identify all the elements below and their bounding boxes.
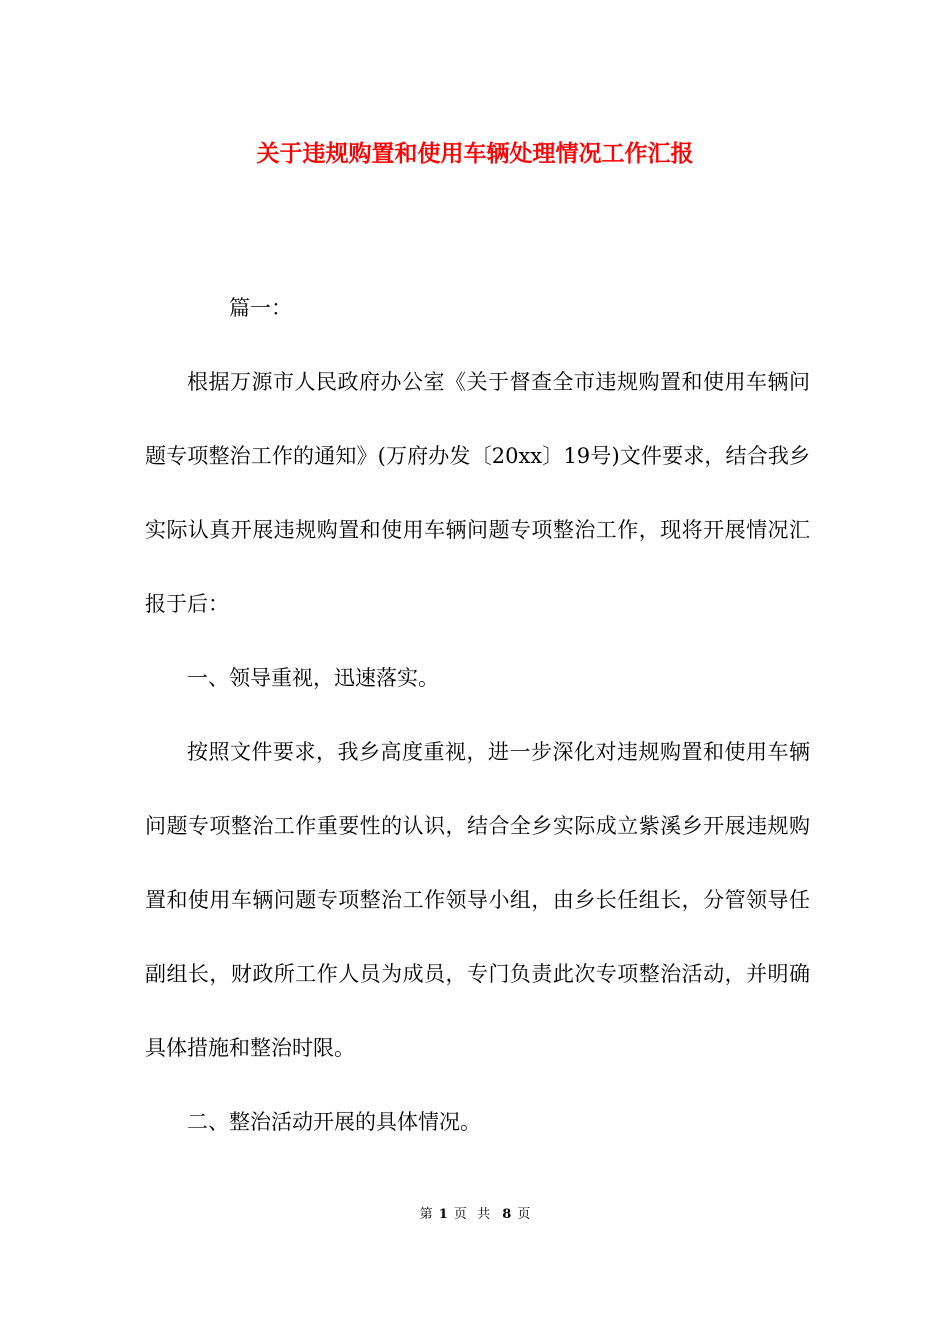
paragraph: 按照文件要求，我乡高度重视，进一步深化对违规购置和使用车辆问题专项整治工作重要性的认识，结合全乡实际成立紫溪乡开展违规购置和使用车辆问题专项整治工作领导小组，由乡长任组长，分管领导任副组长，财政所工作人员为成员，专门负责此次专项整治活动，并明确具体措施和整治时限。 bbox=[145, 740, 810, 1060]
section-heading: 二、整治活动开展的具体情况。 bbox=[187, 1110, 481, 1134]
total-page-number: 8 bbox=[502, 1207, 512, 1222]
paragraph: 根据万源市人民政府办公室《关于督查全市违规购置和使用车辆问题专项整治工作的通知》(万府办发〔20xx〕19号)文件要求，结合我乡实际认真开展违规购置和使用车辆问题专项整治工作，现将开展情况汇报于后： bbox=[145, 370, 810, 616]
total-label: 共 bbox=[477, 1207, 491, 1222]
page-number-footer bbox=[0, 1205, 950, 1225]
page-prefix: 第 bbox=[419, 1207, 433, 1222]
document-title: 关于违规购置和使用车辆处理情况工作汇报 bbox=[256, 140, 694, 167]
page-suffix: 页 bbox=[517, 1207, 531, 1222]
section-heading: 一、领导重视，迅速落实。 bbox=[187, 666, 439, 690]
document-body bbox=[145, 271, 810, 1159]
page-label: 页 bbox=[453, 1207, 467, 1222]
section-label: 篇一： bbox=[229, 296, 292, 320]
current-page-number: 1 bbox=[438, 1207, 448, 1222]
